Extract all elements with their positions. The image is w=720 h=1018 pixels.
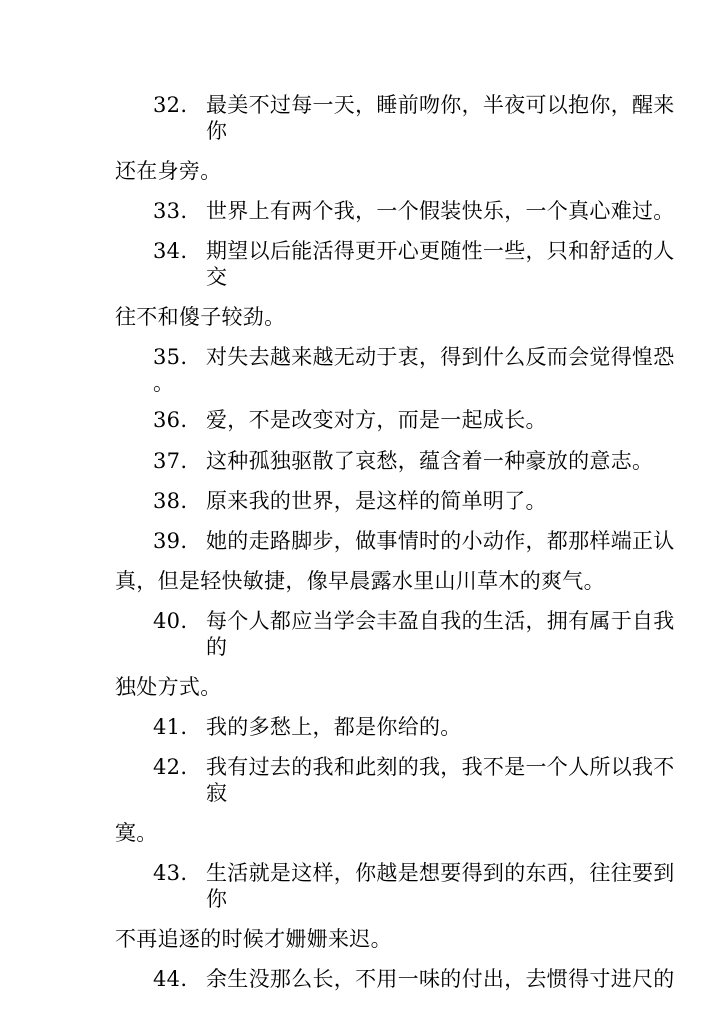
item-text: 爱，不是改变对方，而是一起成长。: [206, 408, 547, 432]
item-number: 38.: [153, 489, 188, 513]
item-text: 每个人都应当学会丰盈自我的生活，拥有属于自我: [206, 609, 675, 633]
item-text: 期望以后能活得更开心更随性一些，只和舒适的人: [206, 239, 675, 263]
item-32-continuation: 还在身旁。: [115, 159, 222, 183]
item-text: 我有过去的我和此刻的我，我不是一个人所以我不: [206, 755, 675, 779]
item-39-continuation: 真，但是轻快敏捷，像早晨露水里山川草木的爽气。: [115, 569, 605, 593]
item-text: 最美不过每一天，睡前吻你，半夜可以抱你，醒来: [206, 93, 675, 117]
item-number: 33.: [153, 199, 188, 223]
item-42-continuation: 寞。: [115, 821, 158, 845]
item-text: 世界上有两个我，一个假装快乐，一个真心难过。: [206, 199, 675, 223]
item-text-wrap: 你: [206, 887, 228, 911]
item-number: 35.: [153, 345, 188, 369]
item-text-wrap: 。: [153, 371, 175, 395]
item-text: 余生没那么长，不用一味的付出，去惯得寸进尺的: [206, 967, 675, 991]
item-number: 42.: [153, 755, 188, 779]
item-text: 我的多愁上，都是你给的。: [206, 715, 462, 739]
item-40-continuation: 独处方式。: [115, 675, 222, 699]
item-number: 34.: [153, 239, 188, 263]
item-text-wrap: 的: [206, 635, 228, 659]
item-number: 43.: [153, 861, 188, 885]
item-text: 生活就是这样，你越是想要得到的东西，往往要到: [206, 861, 675, 885]
item-34-continuation: 往不和傻子较劲。: [115, 305, 286, 329]
item-43-continuation: 不再追逐的时候才姗姗来迟。: [115, 927, 392, 951]
item-number: 40.: [153, 609, 188, 633]
item-number: 32.: [153, 93, 188, 117]
item-text-wrap: 你: [206, 119, 228, 143]
item-text-wrap: 寂: [206, 781, 228, 805]
item-text: 她的走路脚步，做事情时的小动作，都那样端正认: [206, 529, 675, 553]
item-text: 对失去越来越无动于衷，得到什么反而会觉得惶恐: [206, 345, 675, 369]
item-number: 41.: [153, 715, 188, 739]
item-text-wrap: 交: [206, 265, 228, 289]
item-number: 44.: [153, 967, 188, 991]
item-number: 39.: [153, 529, 188, 553]
item-number: 36.: [153, 408, 188, 432]
item-number: 37.: [153, 449, 188, 473]
item-text: 原来我的世界，是这样的简单明了。: [206, 489, 547, 513]
item-text: 这种孤独驱散了哀愁，蕴含着一种豪放的意志。: [206, 449, 654, 473]
